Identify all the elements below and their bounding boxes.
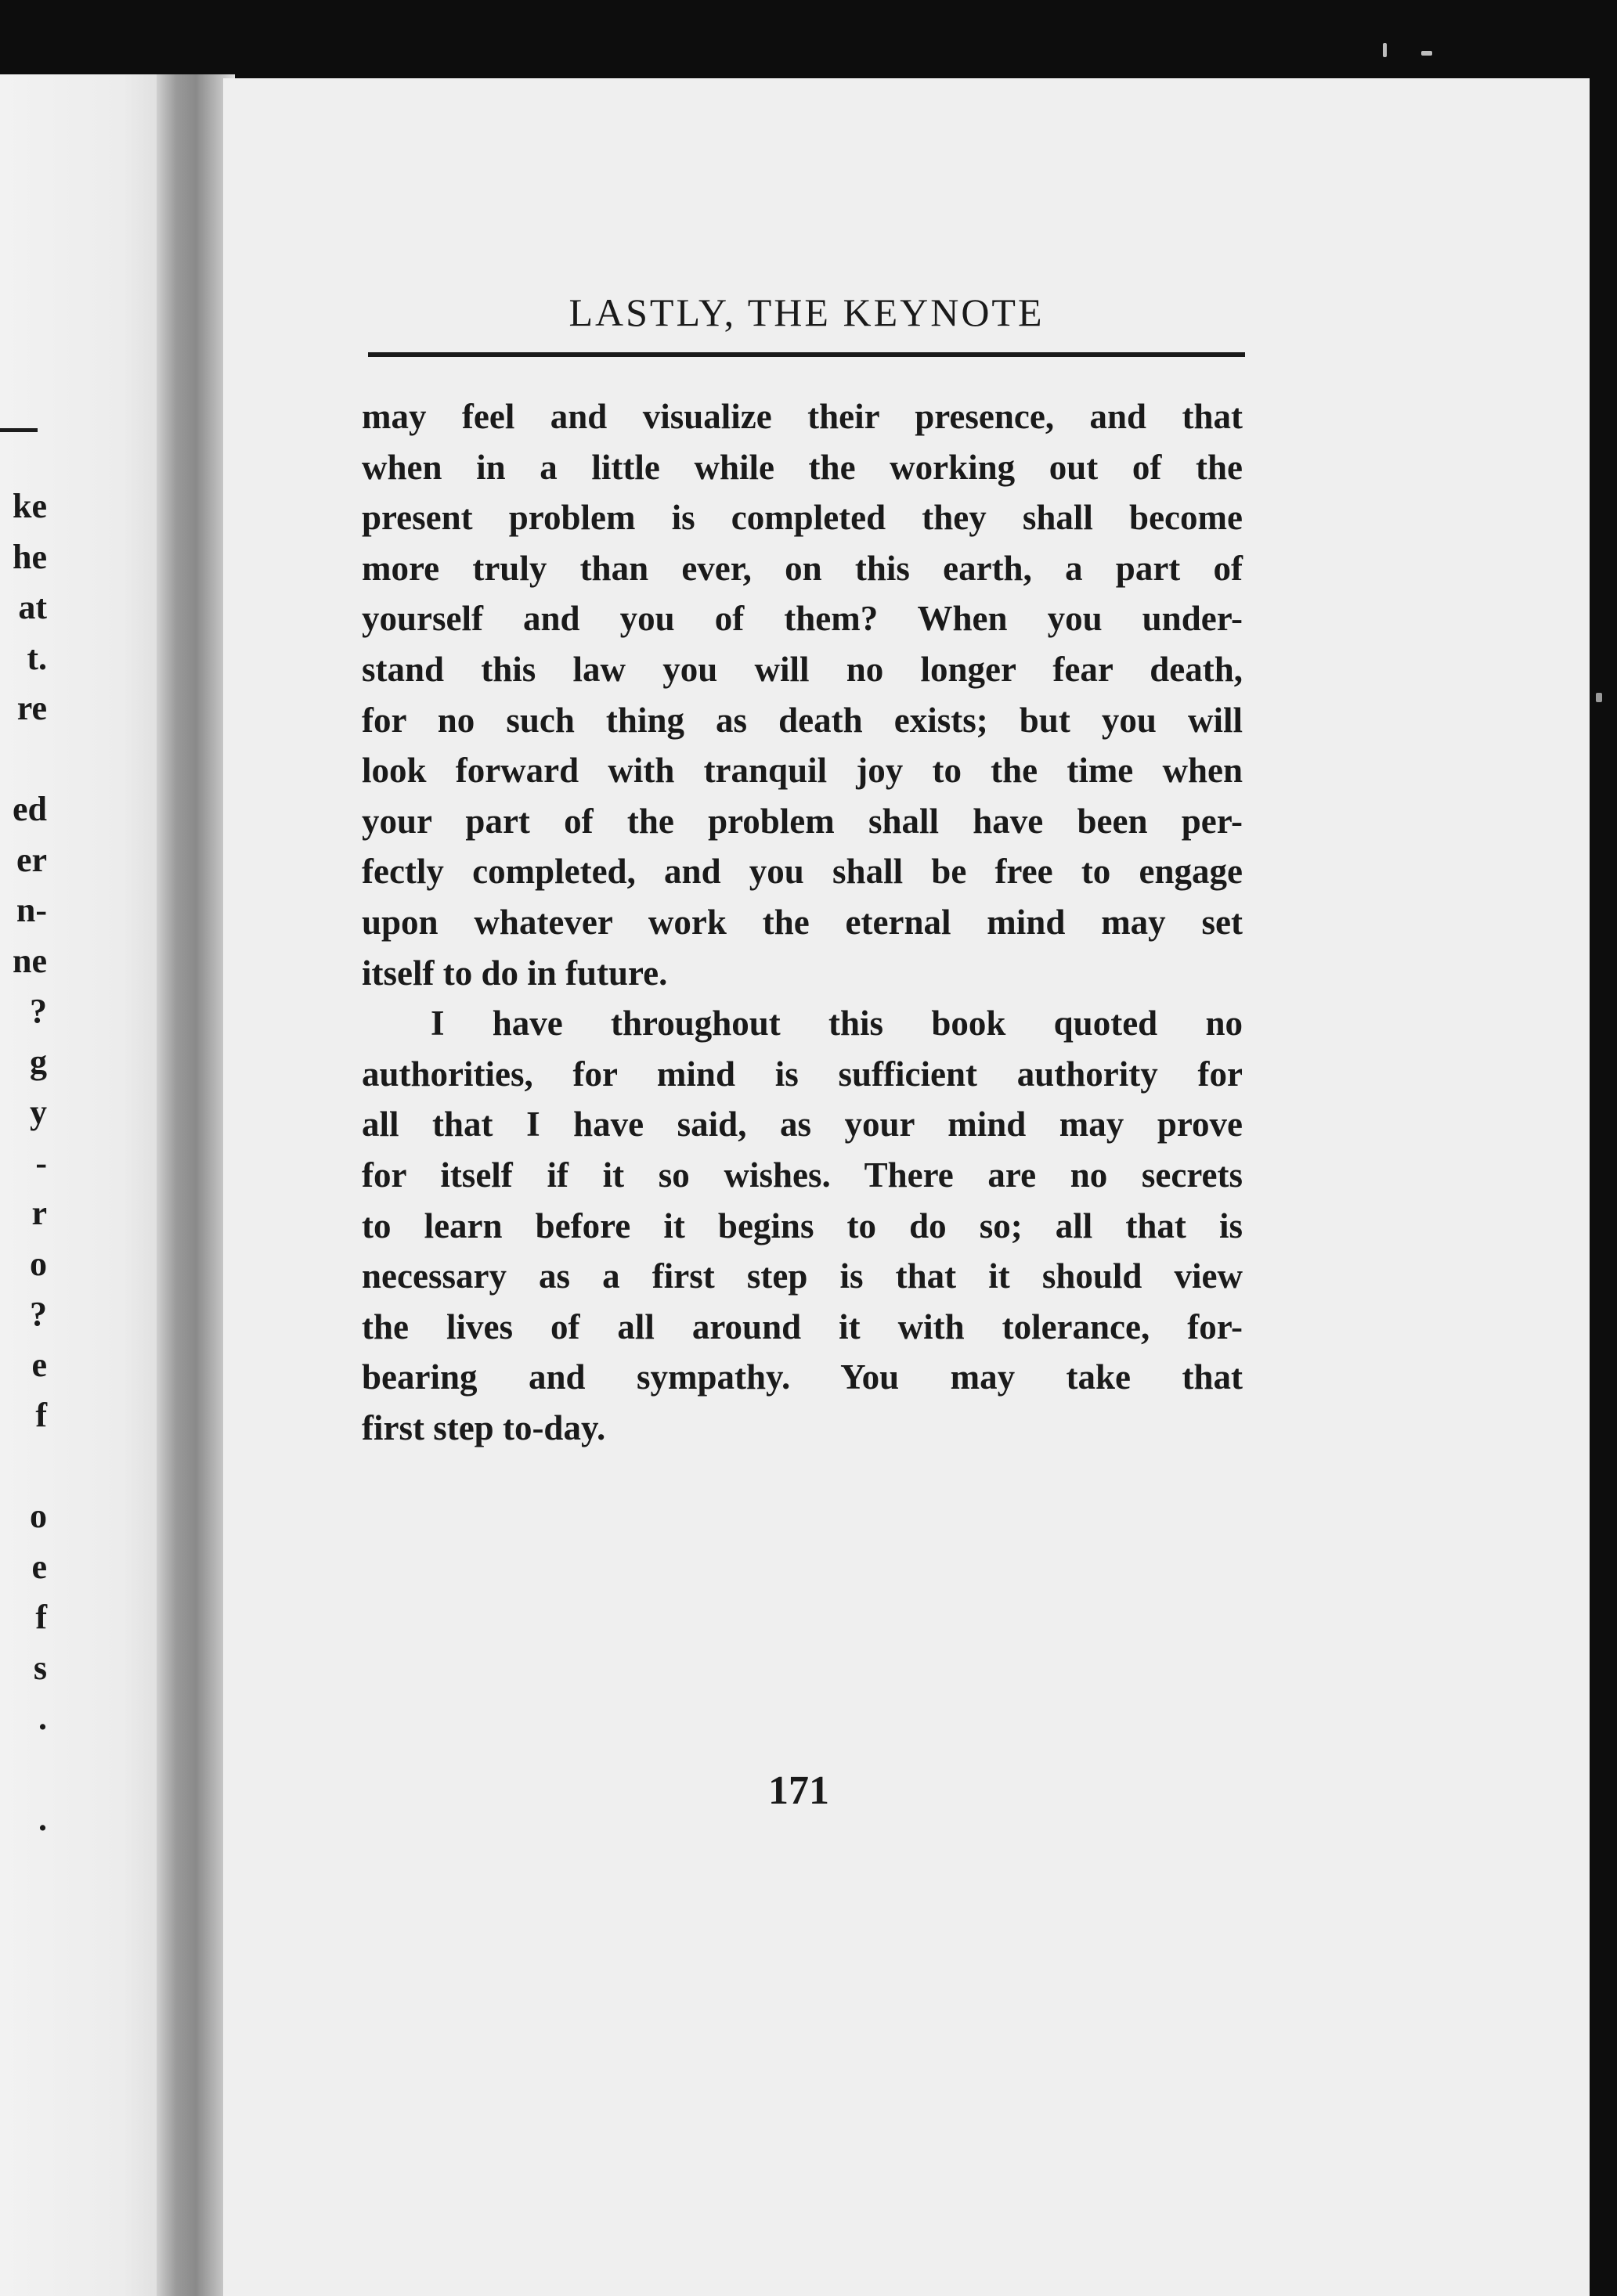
paragraph-1: [362, 391, 1243, 998]
left-line-fragment: [0, 1744, 47, 1795]
text-line: authorities, for mind is sufficient authority for: [362, 1054, 1243, 1094]
text-line: may feel and visualize their presence, and that: [362, 397, 1243, 436]
left-line-fragment: re: [16, 689, 47, 727]
left-line-fragment: .: [38, 1699, 47, 1737]
text-line: the lives of all around it with tolerance, for-: [362, 1307, 1243, 1346]
left-line-fragment: e: [31, 1345, 47, 1384]
text-line: to learn before it begins to do so; all that is: [362, 1206, 1243, 1245]
left-line-fragment: ne: [13, 941, 47, 980]
text-line: stand this law you will no longer fear death,: [362, 649, 1243, 689]
left-line-fragment: .: [38, 1800, 47, 1838]
scan-speck: [1421, 51, 1432, 56]
text-line: I have throughout this book quoted no: [431, 1004, 1243, 1043]
left-line-fragment: o: [30, 1244, 47, 1283]
left-line-fragment: ke: [13, 487, 47, 525]
text-line: when in a little while the working out of the: [362, 447, 1243, 487]
left-line-fragment: e: [31, 1547, 47, 1586]
left-line-fragment: [0, 1441, 47, 1492]
left-line-fragment: g: [30, 1042, 47, 1081]
text-line: upon whatever work the eternal mind may set: [362, 902, 1243, 942]
left-line-fragment: r: [31, 1194, 47, 1232]
left-line-fragment: [0, 734, 47, 785]
text-line: more truly than ever, on this earth, a part of: [362, 548, 1243, 588]
left-line-fragment: ?: [30, 992, 47, 1030]
text-line: all that I have said, as your mind may prove: [362, 1105, 1243, 1144]
left-line-fragment: y: [30, 1093, 47, 1131]
text-line: bearing and sympathy. You may take that: [362, 1357, 1243, 1397]
left-line-fragment: n-: [16, 891, 47, 929]
left-line-fragment: f: [35, 1396, 47, 1434]
page-number: 171: [768, 1768, 829, 1813]
left-line-fragment: t.: [27, 638, 47, 677]
text-line: yourself and you of them? When you under-: [362, 599, 1243, 639]
left-line-fragment: at: [18, 588, 47, 626]
text-line: your part of the problem shall have been per-: [362, 801, 1243, 841]
left-line-fragment: s: [33, 1648, 47, 1687]
left-line-fragment: er: [16, 840, 47, 879]
left-line-fragment: -: [35, 1143, 47, 1182]
text-line: necessary as a first step is that it should view: [362, 1256, 1243, 1296]
running-head: LASTLY, THE KEYNOTE: [568, 290, 1045, 334]
left-page-text-fragments: [0, 481, 47, 1845]
left-line-fragment: ?: [30, 1295, 47, 1333]
text-line: first step to-day.: [362, 1408, 606, 1447]
text-line: look forward with tranquil joy to the time when: [362, 751, 1243, 791]
left-line-fragment: ed: [13, 790, 47, 828]
left-line-fragment: he: [13, 537, 47, 576]
text-line: present problem is completed they shall become: [362, 498, 1243, 538]
text-line: fectly completed, and you shall be free to engage: [362, 852, 1243, 892]
text-line: for itself if it so wishes. There are no secrets: [362, 1155, 1243, 1195]
text-line: for no such thing as death exists; but you will: [362, 700, 1243, 740]
left-line-fragment: o: [30, 1497, 47, 1535]
text-line: itself to do in future.: [362, 953, 668, 993]
scan-speck: [1596, 693, 1602, 702]
page-body: [362, 391, 1243, 1453]
left-page-rule: [0, 428, 38, 432]
paragraph-2: [362, 998, 1243, 1453]
running-head-rule: [368, 352, 1245, 357]
left-line-fragment: f: [35, 1598, 47, 1636]
scan-speck: [1383, 43, 1387, 57]
